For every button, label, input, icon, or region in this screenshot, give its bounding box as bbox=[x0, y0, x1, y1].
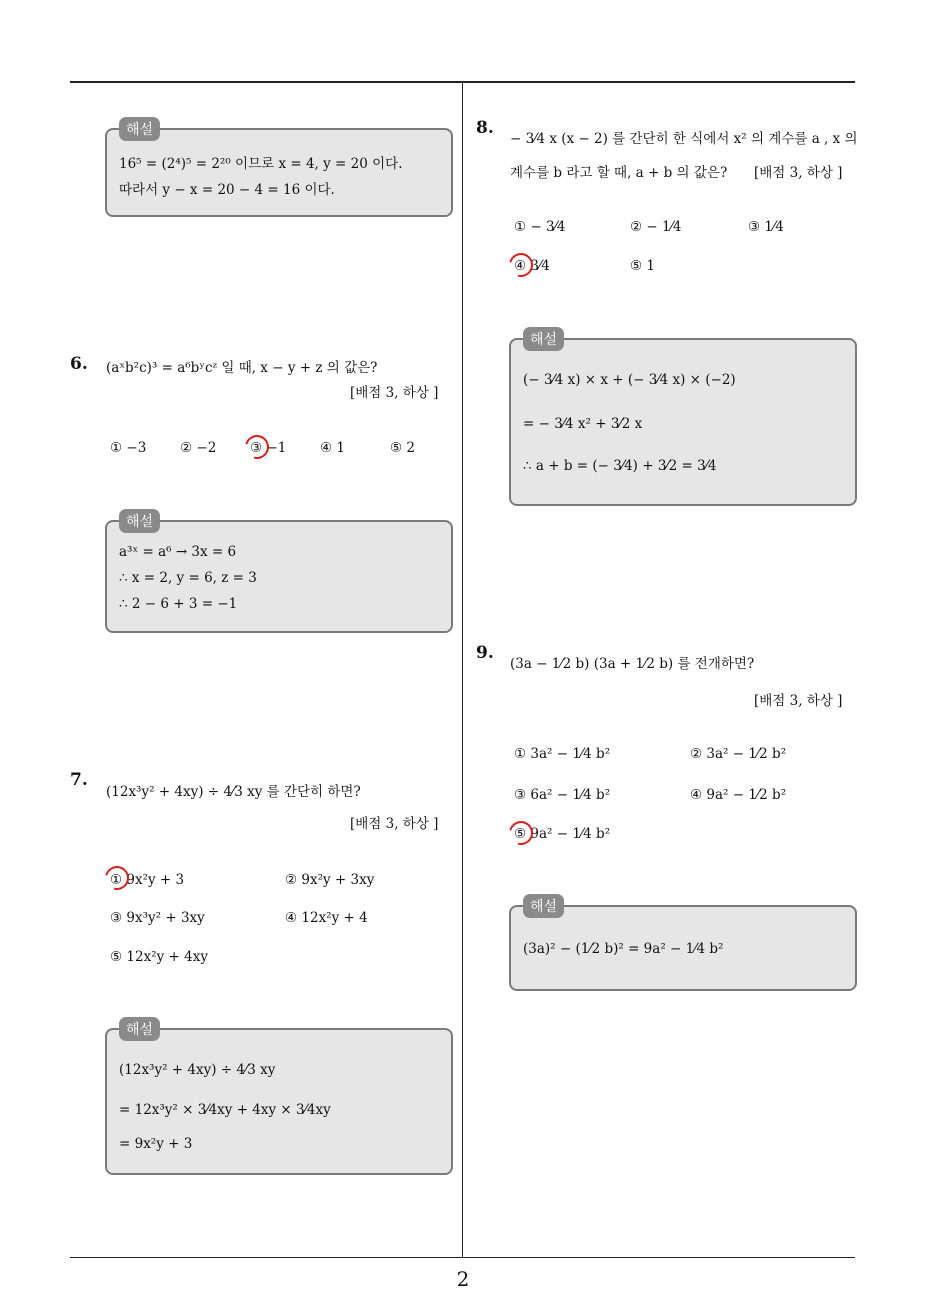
answer-mark-circle bbox=[241, 431, 274, 464]
solution-tag: 해설 bbox=[119, 117, 160, 141]
answer-mark-circle bbox=[101, 862, 134, 895]
column-divider bbox=[462, 83, 463, 1258]
choice-6-3[interactable]: ③ −1 bbox=[250, 440, 287, 456]
choice-9-1[interactable]: ① 3a² − 1⁄4 b² bbox=[514, 746, 611, 762]
choice-8-2[interactable]: ② − 1⁄4 bbox=[630, 219, 682, 235]
choice-7-1[interactable]: ① 9x²y + 3 bbox=[110, 872, 185, 888]
solution-line: a³ˣ = a⁶ → 3x = 6 bbox=[119, 544, 237, 560]
solution-line: = 9x²y + 3 bbox=[119, 1136, 193, 1152]
choice-9-2[interactable]: ② 3a² − 1⁄2 b² bbox=[690, 746, 787, 762]
page-number: 2 bbox=[456, 1267, 470, 1291]
solution-box-q5 bbox=[105, 122, 453, 217]
choice-9-5[interactable]: ⑤ 9a² − 1⁄4 b² bbox=[514, 826, 611, 842]
choice-7-3[interactable]: ③ 9x³y² + 3xy bbox=[110, 910, 205, 926]
solution-box-q9 bbox=[509, 899, 857, 991]
question-number-6: 6. bbox=[70, 354, 88, 374]
solution-tag: 해설 bbox=[119, 509, 160, 533]
solution-tag: 해설 bbox=[523, 327, 564, 351]
choice-8-5[interactable]: ⑤ 1 bbox=[630, 258, 655, 274]
choice-9-4[interactable]: ④ 9a² − 1⁄2 b² bbox=[690, 787, 787, 803]
solution-line: ∴ 2 − 6 + 3 = −1 bbox=[119, 596, 238, 612]
question-number-7: 7. bbox=[70, 770, 88, 790]
solution-line: (12x³y² + 4xy) ÷ 4⁄3 xy bbox=[119, 1062, 276, 1078]
choice-6-1[interactable]: ① −3 bbox=[110, 440, 147, 456]
choice-9-3[interactable]: ③ 6a² − 1⁄4 b² bbox=[514, 787, 611, 803]
solution-line: ∴ a + b = (− 3⁄4) + 3⁄2 = 3⁄4 bbox=[523, 458, 717, 474]
solution-box-q6 bbox=[105, 514, 453, 633]
choice-8-1[interactable]: ① − 3⁄4 bbox=[514, 219, 566, 235]
choice-7-2[interactable]: ② 9x²y + 3xy bbox=[285, 872, 375, 888]
choice-8-4[interactable]: ④ 3⁄4 bbox=[514, 258, 550, 274]
score-meta-9: [배점 3, 하상 ] bbox=[754, 693, 843, 709]
question-number-8: 8. bbox=[476, 118, 494, 138]
score-meta-8: [배점 3, 하상 ] bbox=[754, 165, 843, 181]
solution-line: = − 3⁄4 x² + 3⁄2 x bbox=[523, 416, 643, 432]
solution-tag: 해설 bbox=[523, 894, 564, 918]
solution-tag: 해설 bbox=[119, 1017, 160, 1041]
question-number-9: 9. bbox=[476, 643, 494, 663]
choice-8-3[interactable]: ③ 1⁄4 bbox=[748, 219, 784, 235]
bottom-rule bbox=[70, 1257, 855, 1258]
answer-mark-circle bbox=[505, 817, 538, 850]
solution-box-q7 bbox=[105, 1022, 453, 1175]
question-text-7: (12x³y² + 4xy) ÷ 4⁄3 xy 를 간단히 하면? bbox=[106, 784, 361, 800]
score-meta-7: [배점 3, 하상 ] bbox=[350, 816, 439, 832]
choice-7-4[interactable]: ④ 12x²y + 4 bbox=[285, 910, 368, 926]
solution-line: (3a)² − (1⁄2 b)² = 9a² − 1⁄4 b² bbox=[523, 941, 724, 957]
solution-line: (− 3⁄4 x) × x + (− 3⁄4 x) × (−2) bbox=[523, 372, 736, 388]
question-text-8-line1: − 3⁄4 x (x − 2) 를 간단히 한 식에서 x² 의 계수를 a , x 의 bbox=[510, 131, 858, 147]
question-text-6: (aˣb²c)³ = a⁶bʸcᶻ 일 때, x − y + z 의 값은? bbox=[106, 360, 378, 376]
score-meta-6: [배점 3, 하상 ] bbox=[350, 385, 439, 401]
solution-line: 따라서 y − x = 20 − 4 = 16 이다. bbox=[119, 182, 335, 198]
choice-6-5[interactable]: ⑤ 2 bbox=[390, 440, 415, 456]
question-text-9: (3a − 1⁄2 b) (3a + 1⁄2 b) 를 전개하면? bbox=[510, 656, 755, 672]
answer-mark-circle bbox=[505, 249, 538, 282]
question-text-8-line2: 계수를 b 라고 할 때, a + b 의 값은? bbox=[510, 165, 728, 181]
choice-6-4[interactable]: ④ 1 bbox=[320, 440, 345, 456]
solution-box-q8 bbox=[509, 332, 857, 506]
choice-7-5[interactable]: ⑤ 12x²y + 4xy bbox=[110, 949, 208, 965]
solution-line: 16⁵ = (2⁴)⁵ = 2²⁰ 이므로 x = 4, y = 20 이다. bbox=[119, 156, 403, 172]
choice-6-2[interactable]: ② −2 bbox=[180, 440, 217, 456]
solution-line: = 12x³y² × 3⁄4xy + 4xy × 3⁄4xy bbox=[119, 1102, 331, 1118]
solution-line: ∴ x = 2, y = 6, z = 3 bbox=[119, 570, 257, 586]
